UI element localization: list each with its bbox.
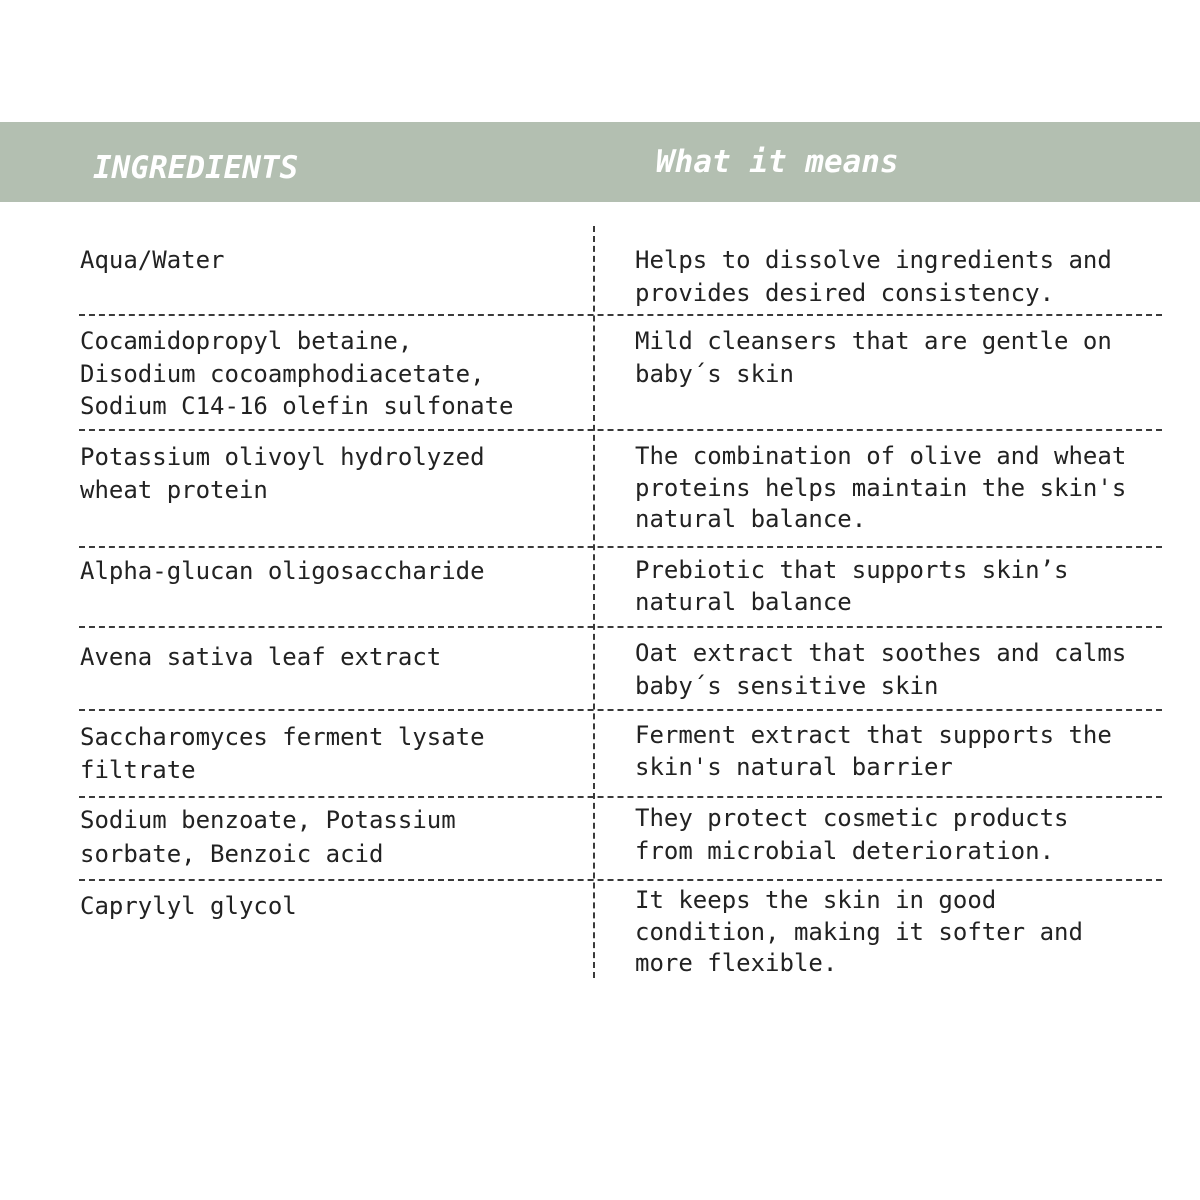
ingredient-line: Sodium benzoate, Potassium	[80, 806, 456, 834]
row-divider	[79, 429, 1162, 431]
ingredient-line: Disodium cocoamphodiacetate,	[80, 359, 485, 388]
ingredient-cell	[80, 721, 485, 786]
meaning-line: skin's natural barrier	[635, 752, 953, 781]
row-divider	[79, 546, 1162, 548]
row-divider	[79, 879, 1162, 881]
ingredient-cell	[80, 555, 485, 588]
row-divider	[79, 314, 1162, 316]
column-divider	[593, 226, 595, 978]
meaning-cell	[635, 637, 1126, 702]
ingredient-line: Potassium olivoyl hydrolyzed	[80, 443, 485, 471]
meaning-line: Prebiotic that supports skin’s	[635, 556, 1069, 584]
meaning-line: They protect cosmetic products	[635, 804, 1069, 832]
ingredient-cell	[80, 441, 485, 506]
meaning-cell	[635, 325, 1112, 390]
meaning-line: proteins helps maintain the skin's	[635, 473, 1127, 502]
row-divider	[79, 796, 1162, 798]
meaning-line: baby´s skin	[635, 359, 794, 388]
ingredient-cell	[80, 244, 225, 277]
meaning-line: Ferment extract that supports the	[635, 721, 1112, 749]
meaning-line: natural balance.	[635, 505, 867, 533]
ingredient-cell	[80, 804, 456, 871]
meaning-line: It keeps the skin in good	[635, 886, 997, 914]
ingredient-line: Caprylyl glycol	[80, 892, 297, 920]
meaning-line: provides desired consistency.	[635, 278, 1055, 307]
meaning-line: Helps to dissolve ingredients and	[635, 246, 1112, 274]
meaning-cell	[635, 441, 1126, 536]
ingredient-line: wheat protein	[80, 475, 268, 504]
ingredient-line: Aqua/Water	[80, 246, 225, 274]
ingredient-line: filtrate	[80, 755, 196, 784]
meaning-line: condition, making it softer and	[635, 917, 1083, 946]
meaning-line: natural balance	[635, 587, 852, 616]
meaning-line: Mild cleansers that are gentle on	[635, 327, 1112, 355]
meaning-heading: What it means	[656, 144, 899, 180]
meaning-line: baby´s sensitive skin	[635, 671, 939, 700]
meaning-cell	[635, 244, 1112, 309]
meaning-line: The combination of olive and wheat	[635, 442, 1127, 470]
meaning-cell	[635, 802, 1068, 867]
ingredients-heading: INGREDIENTS	[93, 150, 299, 186]
ingredient-cell	[80, 890, 297, 923]
ingredient-line: Alpha-glucan oligosaccharide	[80, 557, 485, 585]
row-divider	[79, 626, 1162, 628]
meaning-line: Oat extract that soothes and calms	[635, 639, 1127, 667]
row-divider	[79, 709, 1162, 711]
ingredient-line: Cocamidopropyl betaine,	[80, 327, 413, 355]
ingredient-cell	[80, 325, 513, 423]
meaning-cell	[635, 720, 1112, 783]
meaning-line: from microbial deterioration.	[635, 836, 1055, 865]
meaning-cell	[635, 555, 1068, 618]
ingredient-line: Sodium C14-16 olefin sulfonate	[80, 392, 514, 420]
ingredient-cell	[80, 641, 441, 674]
meaning-cell	[635, 885, 1083, 980]
ingredient-line: sorbate, Benzoic acid	[80, 839, 384, 868]
meaning-line: more flexible.	[635, 949, 838, 977]
ingredient-line: Avena sativa leaf extract	[80, 643, 442, 671]
ingredient-line: Saccharomyces ferment lysate	[80, 723, 485, 751]
